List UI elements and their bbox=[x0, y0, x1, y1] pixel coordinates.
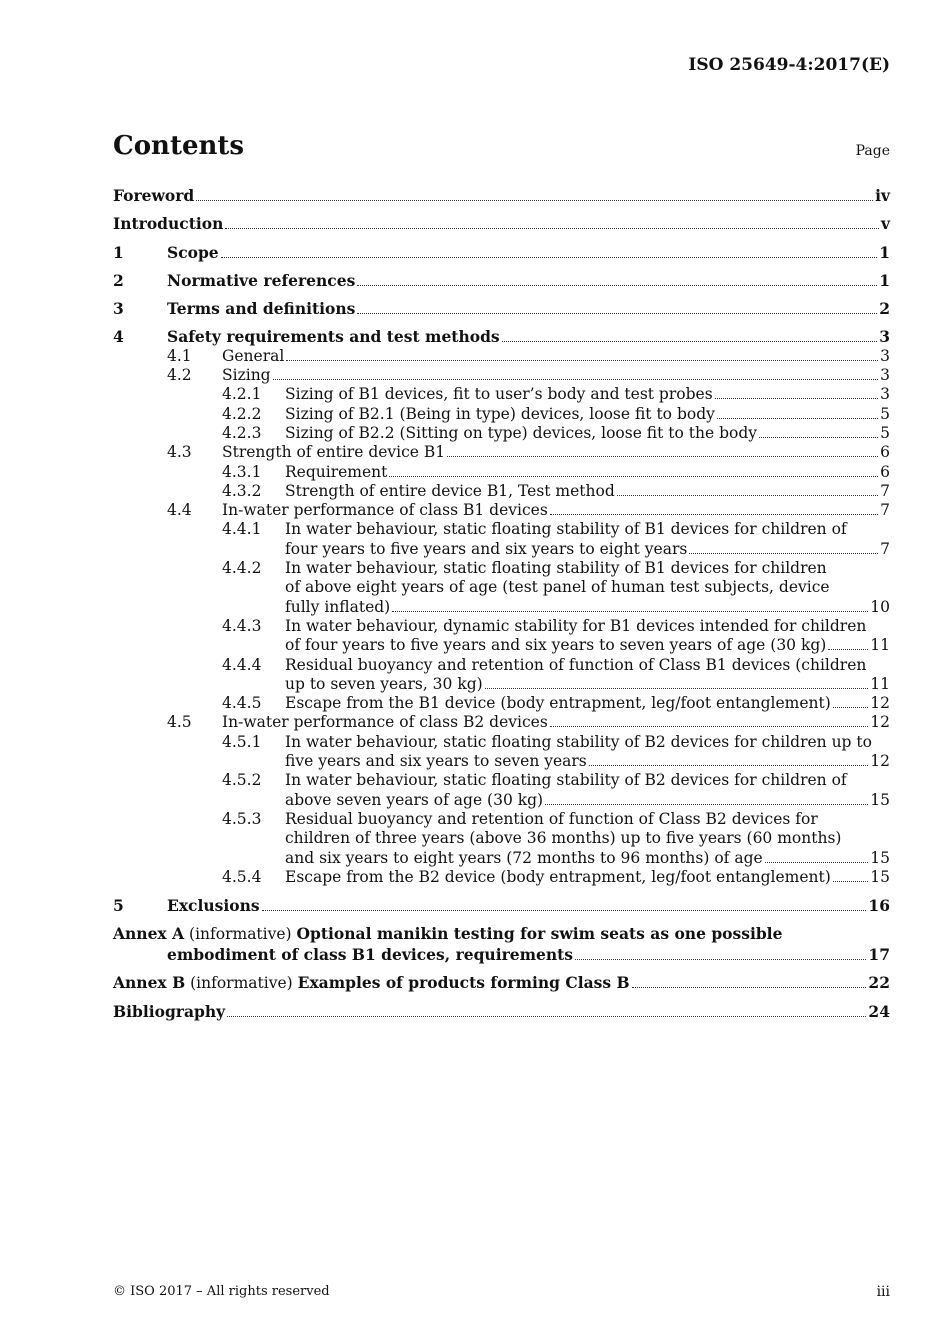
toc-entry-4-3-1[interactable] bbox=[113, 463, 890, 482]
toc-page: 22 bbox=[868, 972, 890, 992]
dot-leader bbox=[196, 200, 873, 201]
dot-leader bbox=[389, 476, 878, 477]
toc-page: 15 bbox=[870, 790, 890, 809]
toc-entry-annex-b[interactable] bbox=[113, 973, 890, 993]
dot-leader bbox=[357, 313, 877, 314]
toc-entry-annex-a[interactable] bbox=[113, 924, 890, 964]
dot-leader bbox=[221, 257, 878, 258]
dot-leader bbox=[502, 341, 878, 342]
toc-number: 4.2.3 bbox=[222, 423, 262, 442]
toc-number: 4.1 bbox=[167, 346, 192, 365]
contents-title: Contents bbox=[113, 131, 245, 161]
dot-leader bbox=[273, 379, 879, 380]
toc-page: 12 bbox=[870, 752, 890, 771]
toc-title-line: children of three years (above 36 months) up to five years (60 months) bbox=[285, 829, 842, 848]
toc-page: 15 bbox=[870, 848, 890, 867]
toc-title: Escape from the B1 device (body entrapment, leg/foot entanglement) bbox=[285, 694, 831, 713]
dot-leader bbox=[828, 649, 868, 650]
dot-leader bbox=[227, 1016, 866, 1017]
dot-leader bbox=[575, 959, 866, 960]
dot-leader bbox=[485, 688, 869, 689]
toc-number: 3 bbox=[113, 299, 124, 319]
toc-title-line: embodiment of class B1 devices, requirements bbox=[167, 944, 574, 964]
dot-leader bbox=[689, 553, 878, 554]
toc-title-line: In water behaviour, static floating stability of B2 devices for children up to bbox=[285, 732, 872, 751]
toc-page: 7 bbox=[880, 539, 890, 558]
toc-page: 3 bbox=[880, 366, 890, 385]
annex-label: Annex B bbox=[113, 972, 186, 992]
toc-entry-terms-definitions[interactable] bbox=[113, 299, 890, 318]
toc-title-line: up to seven years, 30 kg) bbox=[285, 674, 483, 693]
toc-page: 11 bbox=[870, 674, 890, 693]
toc-entry-4-1[interactable] bbox=[113, 347, 890, 366]
toc-number: 4.5 bbox=[167, 713, 192, 732]
toc-page: 3 bbox=[880, 346, 890, 365]
toc-title: Examples of products forming Class B bbox=[297, 972, 630, 992]
toc-entry-4-5-3[interactable] bbox=[113, 810, 890, 868]
toc-page: 24 bbox=[868, 1002, 890, 1022]
toc-page: 3 bbox=[880, 385, 890, 404]
toc-page: 12 bbox=[870, 713, 890, 732]
toc-title-line: In water behaviour, static floating stability of B1 devices for children of bbox=[285, 520, 847, 539]
toc-number: 4.3.1 bbox=[222, 462, 262, 481]
toc-title-line: In water behaviour, dynamic stability for B1 devices intended for children bbox=[285, 616, 867, 635]
toc-entry-introduction[interactable] bbox=[113, 214, 890, 233]
dot-leader bbox=[262, 910, 867, 911]
toc-entry-4-2-3[interactable] bbox=[113, 424, 890, 443]
toc-title-line: five years and six years to seven years bbox=[285, 752, 587, 771]
toc-title: Escape from the B2 device (body entrapment, leg/foot entanglement) bbox=[285, 867, 831, 886]
toc-entry-normative-references[interactable] bbox=[113, 271, 890, 290]
page-number: iii bbox=[876, 1284, 890, 1300]
toc-title-line: and six years to eight years (72 months to 96 months) of age bbox=[285, 848, 763, 867]
toc-entry-scope[interactable] bbox=[113, 243, 890, 262]
toc-title-line: of above eight years of age (test panel of human test subjects, device bbox=[285, 578, 830, 597]
toc-number: 5 bbox=[113, 896, 124, 916]
toc-page: 5 bbox=[880, 404, 890, 423]
copyright-notice: © ISO 2017 – All rights reserved bbox=[113, 1284, 330, 1299]
toc-entry-4-3[interactable] bbox=[113, 443, 890, 462]
toc-number: 4.4 bbox=[167, 501, 192, 520]
toc-number: 4.5.2 bbox=[222, 771, 262, 790]
toc-title: In-water performance of class B1 devices bbox=[222, 501, 548, 520]
toc-entry-4-5-1[interactable] bbox=[113, 733, 890, 772]
dot-leader bbox=[617, 495, 878, 496]
dot-leader bbox=[392, 611, 868, 612]
dot-leader bbox=[715, 398, 878, 399]
toc-title: In-water performance of class B2 devices bbox=[222, 713, 548, 732]
dot-leader bbox=[717, 418, 878, 419]
dot-leader bbox=[589, 765, 869, 766]
toc-number: 4.4.4 bbox=[222, 655, 262, 674]
toc-number: 1 bbox=[113, 242, 124, 262]
toc-title: Sizing of B2.2 (Sitting on type) devices, loose fit to the body bbox=[285, 423, 758, 442]
toc-page: 6 bbox=[880, 462, 890, 481]
document-id: ISO 25649-4:2017(E) bbox=[688, 55, 890, 75]
toc-entry-4-4-2[interactable] bbox=[113, 559, 890, 617]
toc-number: 4.4.1 bbox=[222, 520, 262, 539]
dot-leader bbox=[759, 437, 878, 438]
toc-entry-4-5[interactable] bbox=[113, 713, 890, 732]
toc-number: 4.5.3 bbox=[222, 809, 262, 828]
dot-leader bbox=[765, 862, 869, 863]
annex-label: Annex A bbox=[113, 924, 185, 944]
toc-title-line: four years to five years and six years to eight years bbox=[285, 539, 688, 558]
toc-title: Introduction bbox=[113, 214, 224, 234]
dot-leader bbox=[632, 987, 867, 988]
dot-leader bbox=[833, 881, 868, 882]
toc-title: Safety requirements and test methods bbox=[167, 327, 500, 347]
toc-page: 17 bbox=[868, 944, 890, 964]
toc-title-line: above seven years of age (30 kg) bbox=[285, 790, 544, 809]
toc-title-line: Residual buoyancy and retention of function of Class B1 devices (children bbox=[285, 655, 867, 674]
toc-title: Sizing bbox=[222, 366, 271, 385]
dot-leader bbox=[447, 456, 878, 457]
annex-type: (informative) bbox=[189, 925, 292, 944]
toc-entry-4-3-2[interactable] bbox=[113, 482, 890, 501]
toc-page: 1 bbox=[879, 242, 890, 262]
toc-page: 3 bbox=[879, 327, 890, 347]
toc-title: Bibliography bbox=[113, 1002, 226, 1022]
toc-title-line: Optional manikin testing for swim seats as one possible bbox=[296, 924, 783, 944]
toc-entry-4-4-1[interactable] bbox=[113, 520, 890, 559]
toc-page: 1 bbox=[879, 270, 890, 290]
dot-leader bbox=[550, 514, 878, 515]
toc-title: Exclusions bbox=[167, 896, 260, 916]
toc-page: 5 bbox=[880, 423, 890, 442]
toc-title: Strength of entire device B1, Test method bbox=[285, 481, 615, 500]
toc-page: 2 bbox=[879, 299, 890, 319]
toc-entry-exclusions[interactable] bbox=[113, 896, 890, 915]
toc-title: Sizing of B1 devices, fit to user’s body and test probes bbox=[285, 385, 713, 404]
toc-number: 4.4.3 bbox=[222, 616, 262, 635]
dot-leader bbox=[286, 360, 878, 361]
toc-page: 6 bbox=[880, 443, 890, 462]
toc-number: 4.3.2 bbox=[222, 481, 262, 500]
dot-leader bbox=[833, 707, 868, 708]
toc-number: 2 bbox=[113, 270, 124, 290]
toc-entry-safety-requirements[interactable] bbox=[113, 327, 890, 346]
toc-title-line: Residual buoyancy and retention of function of Class B2 devices for bbox=[285, 809, 818, 828]
table-of-contents bbox=[113, 186, 890, 1022]
toc-page: 15 bbox=[870, 867, 890, 886]
toc-title: Strength of entire device B1 bbox=[222, 443, 446, 462]
toc-entry-4-2[interactable] bbox=[113, 366, 890, 385]
toc-entry-4-5-4[interactable] bbox=[113, 868, 890, 887]
toc-title-line: In water behaviour, static floating stability of B2 devices for children of bbox=[285, 771, 847, 790]
toc-title: Foreword bbox=[113, 186, 195, 205]
toc-title: Sizing of B2.1 (Being in type) devices, loose fit to body bbox=[285, 404, 715, 423]
annex-type: (informative) bbox=[190, 973, 293, 992]
toc-number: 4.5.4 bbox=[222, 867, 262, 886]
dot-leader bbox=[550, 726, 868, 727]
toc-title: Scope bbox=[167, 242, 219, 262]
dot-leader bbox=[545, 804, 868, 805]
toc-number: 4.2 bbox=[167, 366, 192, 385]
toc-number: 4 bbox=[113, 327, 124, 347]
toc-number: 4.4.2 bbox=[222, 559, 262, 578]
toc-title-line: fully inflated) bbox=[285, 597, 391, 616]
toc-entry-4-5-2[interactable] bbox=[113, 771, 890, 810]
toc-page: 16 bbox=[868, 896, 890, 916]
toc-page: iv bbox=[875, 186, 890, 205]
toc-title-line: In water behaviour, static floating stability of B1 devices for children bbox=[285, 559, 827, 578]
toc-title: Normative references bbox=[167, 270, 356, 290]
toc-entry-4-4-3[interactable] bbox=[113, 617, 890, 656]
toc-number: 4.3 bbox=[167, 443, 192, 462]
toc-page: 7 bbox=[880, 481, 890, 500]
toc-page: 7 bbox=[880, 501, 890, 520]
toc-entry-foreword[interactable] bbox=[113, 186, 890, 205]
toc-title: General bbox=[222, 346, 285, 365]
toc-page: 10 bbox=[870, 597, 890, 616]
toc-number: 4.5.1 bbox=[222, 732, 262, 751]
toc-number: 4.4.5 bbox=[222, 694, 262, 713]
dot-leader bbox=[357, 285, 877, 286]
toc-title: Terms and definitions bbox=[167, 299, 356, 319]
toc-page: v bbox=[880, 214, 890, 234]
toc-entry-4-4-4[interactable] bbox=[113, 656, 890, 695]
toc-title-line: of four years to five years and six years to seven years of age (30 kg) bbox=[285, 636, 827, 655]
toc-page: 12 bbox=[870, 694, 890, 713]
page-column-label: Page bbox=[855, 143, 890, 159]
toc-title: Requirement bbox=[285, 462, 388, 481]
toc-entry-4-2-1[interactable] bbox=[113, 385, 890, 404]
toc-entry-4-4[interactable] bbox=[113, 501, 890, 520]
toc-number: 4.2.1 bbox=[222, 385, 262, 404]
toc-entry-4-2-2[interactable] bbox=[113, 405, 890, 424]
toc-entry-bibliography[interactable] bbox=[113, 1002, 890, 1021]
toc-number: 4.2.2 bbox=[222, 404, 262, 423]
toc-page: 11 bbox=[870, 636, 890, 655]
dot-leader bbox=[225, 228, 879, 229]
toc-entry-4-4-5[interactable] bbox=[113, 694, 890, 713]
